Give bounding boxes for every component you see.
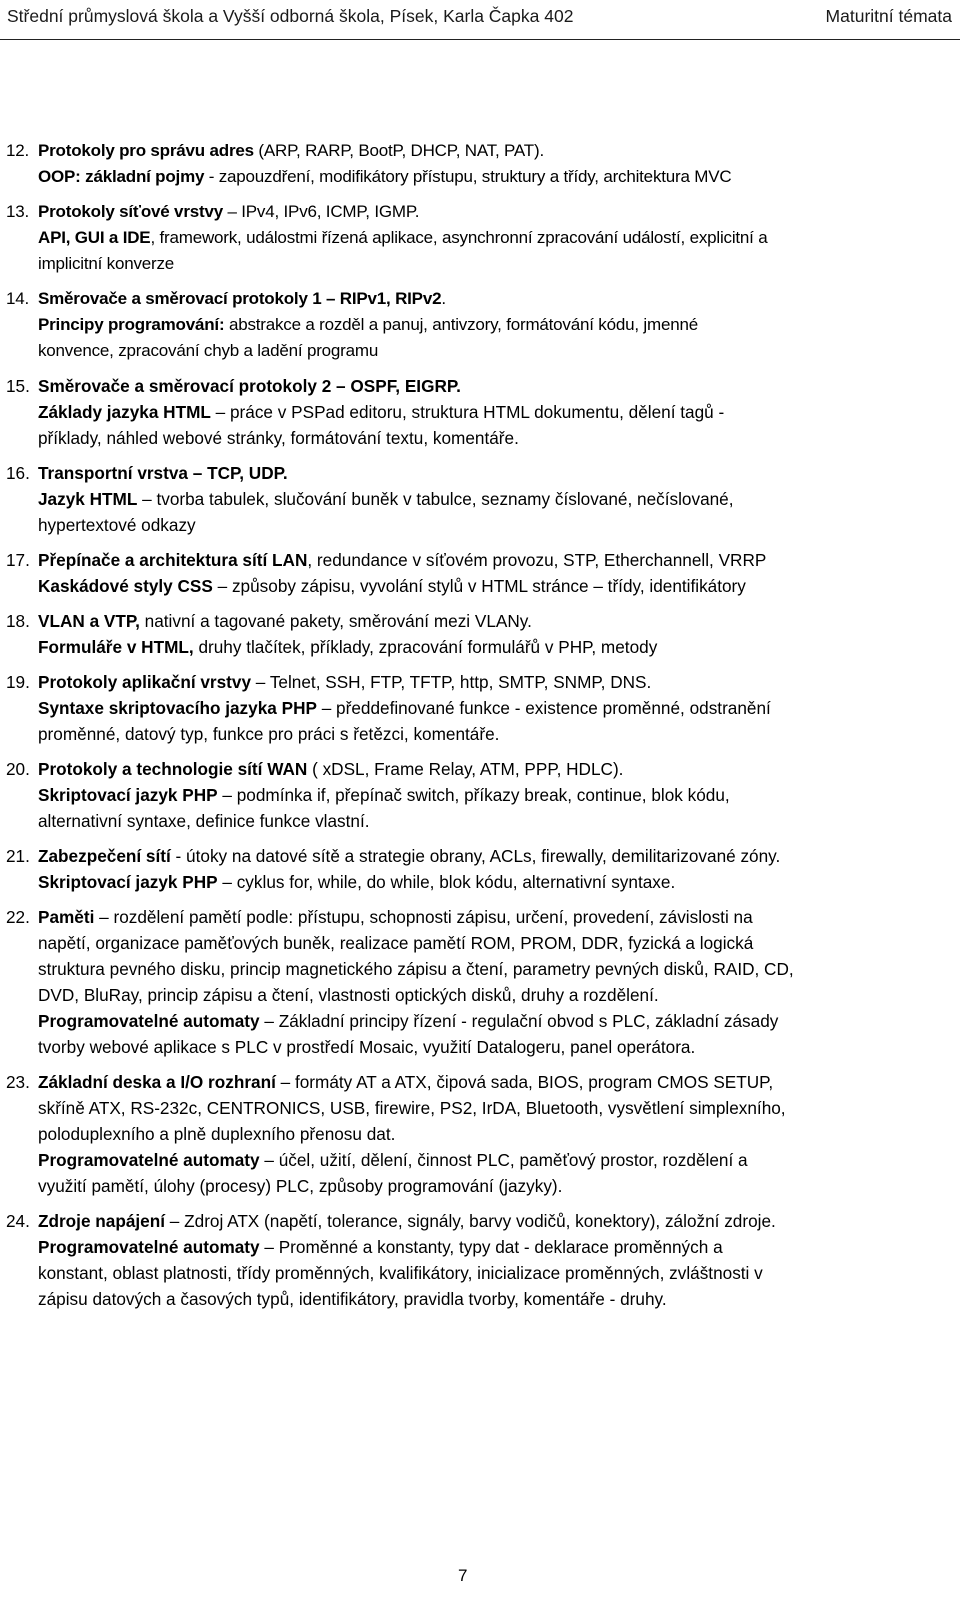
topic-programming-line: Principy programování: abstrakce a rozděl a panuj, antivzory, formátování kódu, jmenné bbox=[38, 315, 698, 334]
topic-hardware-line: napětí, organizace paměťových buněk, realizace pamětí ROM, PROM, DDR, fyzická a logická bbox=[38, 933, 754, 953]
topic-programming-line: implicitní konverze bbox=[38, 254, 175, 273]
topic-network-line: Přepínače a architektura sítí LAN, redundance v síťovém provozu, STP, Etherchannell, VRRP bbox=[38, 550, 767, 570]
topic-number: 21. bbox=[6, 846, 30, 866]
topic-hardware-line: poloduplexního a plně duplexního přenosu dat. bbox=[38, 1124, 396, 1144]
topic-programming-line: Jazyk HTML – tvorba tabulek, slučování buněk v tabulce, seznamy číslované, nečíslované, bbox=[38, 489, 734, 509]
topic-hardware-line: DVD, BluRay, princip zápisu a čtení, vlastnosti optických disků, druhy a rozdělení. bbox=[38, 985, 659, 1005]
topic-number: 13. bbox=[6, 202, 30, 221]
topic-number: 15. bbox=[6, 376, 30, 396]
topic-plc-line: Programovatelné automaty – Proměnné a konstanty, typy dat - deklarace proměnných a bbox=[38, 1237, 723, 1257]
topic-programming-line: alternativní syntaxe, definice funkce vlastní. bbox=[38, 811, 370, 831]
header-document-title: Maturitní témata bbox=[825, 6, 952, 26]
topic-hardware-line: Paměti – rozdělení pamětí podle: přístupu, schopnosti zápisu, určení, provedení, závislosti na bbox=[38, 907, 753, 927]
topic-item bbox=[6, 756, 934, 834]
topic-item bbox=[6, 669, 934, 747]
topic-item bbox=[6, 843, 934, 895]
topic-number: 16. bbox=[6, 463, 30, 483]
page-number: 7 bbox=[458, 1566, 468, 1585]
topic-hardware-line: skříně ATX, RS-232c, CENTRONICS, USB, firewire, PS2, IrDA, Bluetooth, vysvětlení simplexního, bbox=[38, 1098, 786, 1118]
topic-network-line: Směrovače a směrovací protokoly 1 – RIPv1, RIPv2. bbox=[38, 289, 446, 308]
topic-hardware-line: Zdroje napájení – Zdroj ATX (napětí, tolerance, signály, barvy vodičů, konektory), záložní zdroje. bbox=[38, 1211, 776, 1231]
topic-programming-line: Formuláře v HTML, druhy tlačítek, příklady, zpracování formulářů v PHP, metody bbox=[38, 637, 658, 657]
topic-programming-line: proměnné, datový typ, funkce pro práci s řetězci, komentáře. bbox=[38, 724, 500, 744]
topic-number: 18. bbox=[6, 611, 30, 631]
topic-number: 19. bbox=[6, 672, 30, 692]
topic-item bbox=[6, 904, 934, 1060]
topic-programming-line: API, GUI a IDE, framework, událostmi řízená aplikace, asynchronní zpracování událostí, explicitní a bbox=[38, 228, 768, 247]
topic-programming-line: hypertextové odkazy bbox=[38, 515, 196, 535]
topic-number: 20. bbox=[6, 759, 30, 779]
topic-item bbox=[6, 199, 934, 277]
topic-programming-line: OOP: základní pojmy - zapouzdření, modifikátory přístupu, struktury a třídy, architektura MVC bbox=[38, 167, 732, 186]
topic-programming-line: Skriptovací jazyk PHP – cyklus for, while, do while, blok kódu, alternativní syntaxe. bbox=[38, 872, 676, 892]
topic-number: 24. bbox=[6, 1211, 30, 1231]
topic-number: 23. bbox=[6, 1072, 30, 1092]
topic-item bbox=[6, 138, 934, 190]
header-school-name: Střední průmyslová škola a Vyšší odborná škola, Písek, Karla Čapka 402 bbox=[7, 6, 574, 26]
topic-item bbox=[6, 460, 934, 538]
topic-network-line: Protokoly aplikační vrstvy – Telnet, SSH, FTP, TFTP, http, SMTP, SNMP, DNS. bbox=[38, 672, 652, 692]
topic-item bbox=[6, 286, 934, 364]
page-header bbox=[0, 0, 960, 40]
topic-network-line: Protokoly síťové vrstvy – IPv4, IPv6, ICMP, IGMP. bbox=[38, 202, 420, 221]
topic-network-line: Zabezpečení sítí - útoky na datové sítě a strategie obrany, ACLs, firewally, demilitarizované zóny. bbox=[38, 846, 781, 866]
topic-network-line: Směrovače a směrovací protokoly 2 – OSPF, EIGRP. bbox=[38, 376, 461, 396]
topic-item bbox=[6, 608, 934, 660]
topic-programming-line: Skriptovací jazyk PHP – podmínka if, přepínač switch, příkazy break, continue, blok kódu, bbox=[38, 785, 730, 805]
topic-programming-line: Kaskádové styly CSS – způsoby zápisu, vyvolání stylů v HTML stránce – třídy, identifikátory bbox=[38, 576, 746, 596]
topic-programming-line: konvence, zpracování chyb a ladění programu bbox=[38, 341, 379, 360]
topic-plc-line: využití pamětí, úlohy (procesy) PLC, způsoby programování (jazyky). bbox=[38, 1176, 563, 1196]
topic-programming-line: Základy jazyka HTML – práce v PSPad editoru, struktura HTML dokumentu, dělení tagů - bbox=[38, 402, 725, 422]
topic-hardware-line: Základní deska a I/O rozhraní – formáty AT a ATX, čipová sada, BIOS, program CMOS SETUP, bbox=[38, 1072, 774, 1092]
topic-number: 22. bbox=[6, 907, 30, 927]
topic-hardware-line: struktura pevného disku, princip magnetického zápisu a čtení, parametry pevných disků, RAID, CD, bbox=[38, 959, 794, 979]
topic-number: 17. bbox=[6, 550, 30, 570]
topic-item bbox=[6, 1069, 934, 1199]
topic-list bbox=[6, 138, 934, 1321]
header-divider bbox=[0, 39, 960, 40]
topic-network-line: Protokoly pro správu adres (ARP, RARP, BootP, DHCP, NAT, PAT). bbox=[38, 141, 544, 160]
topic-item bbox=[6, 1208, 934, 1312]
topic-network-line: Transportní vrstva – TCP, UDP. bbox=[38, 463, 288, 483]
topic-programming-line: Syntaxe skriptovacího jazyka PHP – předdefinované funkce - existence proměnné, odstranění bbox=[38, 698, 771, 718]
topic-number: 12. bbox=[6, 141, 30, 160]
topic-plc-line: tvorby webové aplikace s PLC v prostředí Mosaic, využití Datalogeru, panel operátora. bbox=[38, 1037, 696, 1057]
topic-plc-line: zápisu datových a časových typů, identifikátory, pravidla tvorby, komentáře - druhy. bbox=[38, 1289, 667, 1309]
topic-programming-line: příklady, náhled webové stránky, formátování textu, komentáře. bbox=[38, 428, 519, 448]
topic-network-line: VLAN a VTP, nativní a tagované pakety, směrování mezi VLANy. bbox=[38, 611, 532, 631]
topic-network-line: Protokoly a technologie sítí WAN ( xDSL, Frame Relay, ATM, PPP, HDLC). bbox=[38, 759, 624, 779]
topic-plc-line: Programovatelné automaty – účel, užití, dělení, činnost PLC, paměťový prostor, rozdělení a bbox=[38, 1150, 748, 1170]
topic-plc-line: konstant, oblast platnosti, třídy proměnných, kvalifikátory, inicializace proměnných, zvláštnosti v bbox=[38, 1263, 763, 1283]
topic-item bbox=[6, 547, 934, 599]
topic-number: 14. bbox=[6, 289, 30, 308]
topic-plc-line: Programovatelné automaty – Základní principy řízení - regulační obvod s PLC, základní zásady bbox=[38, 1011, 779, 1031]
topic-item bbox=[6, 373, 934, 451]
